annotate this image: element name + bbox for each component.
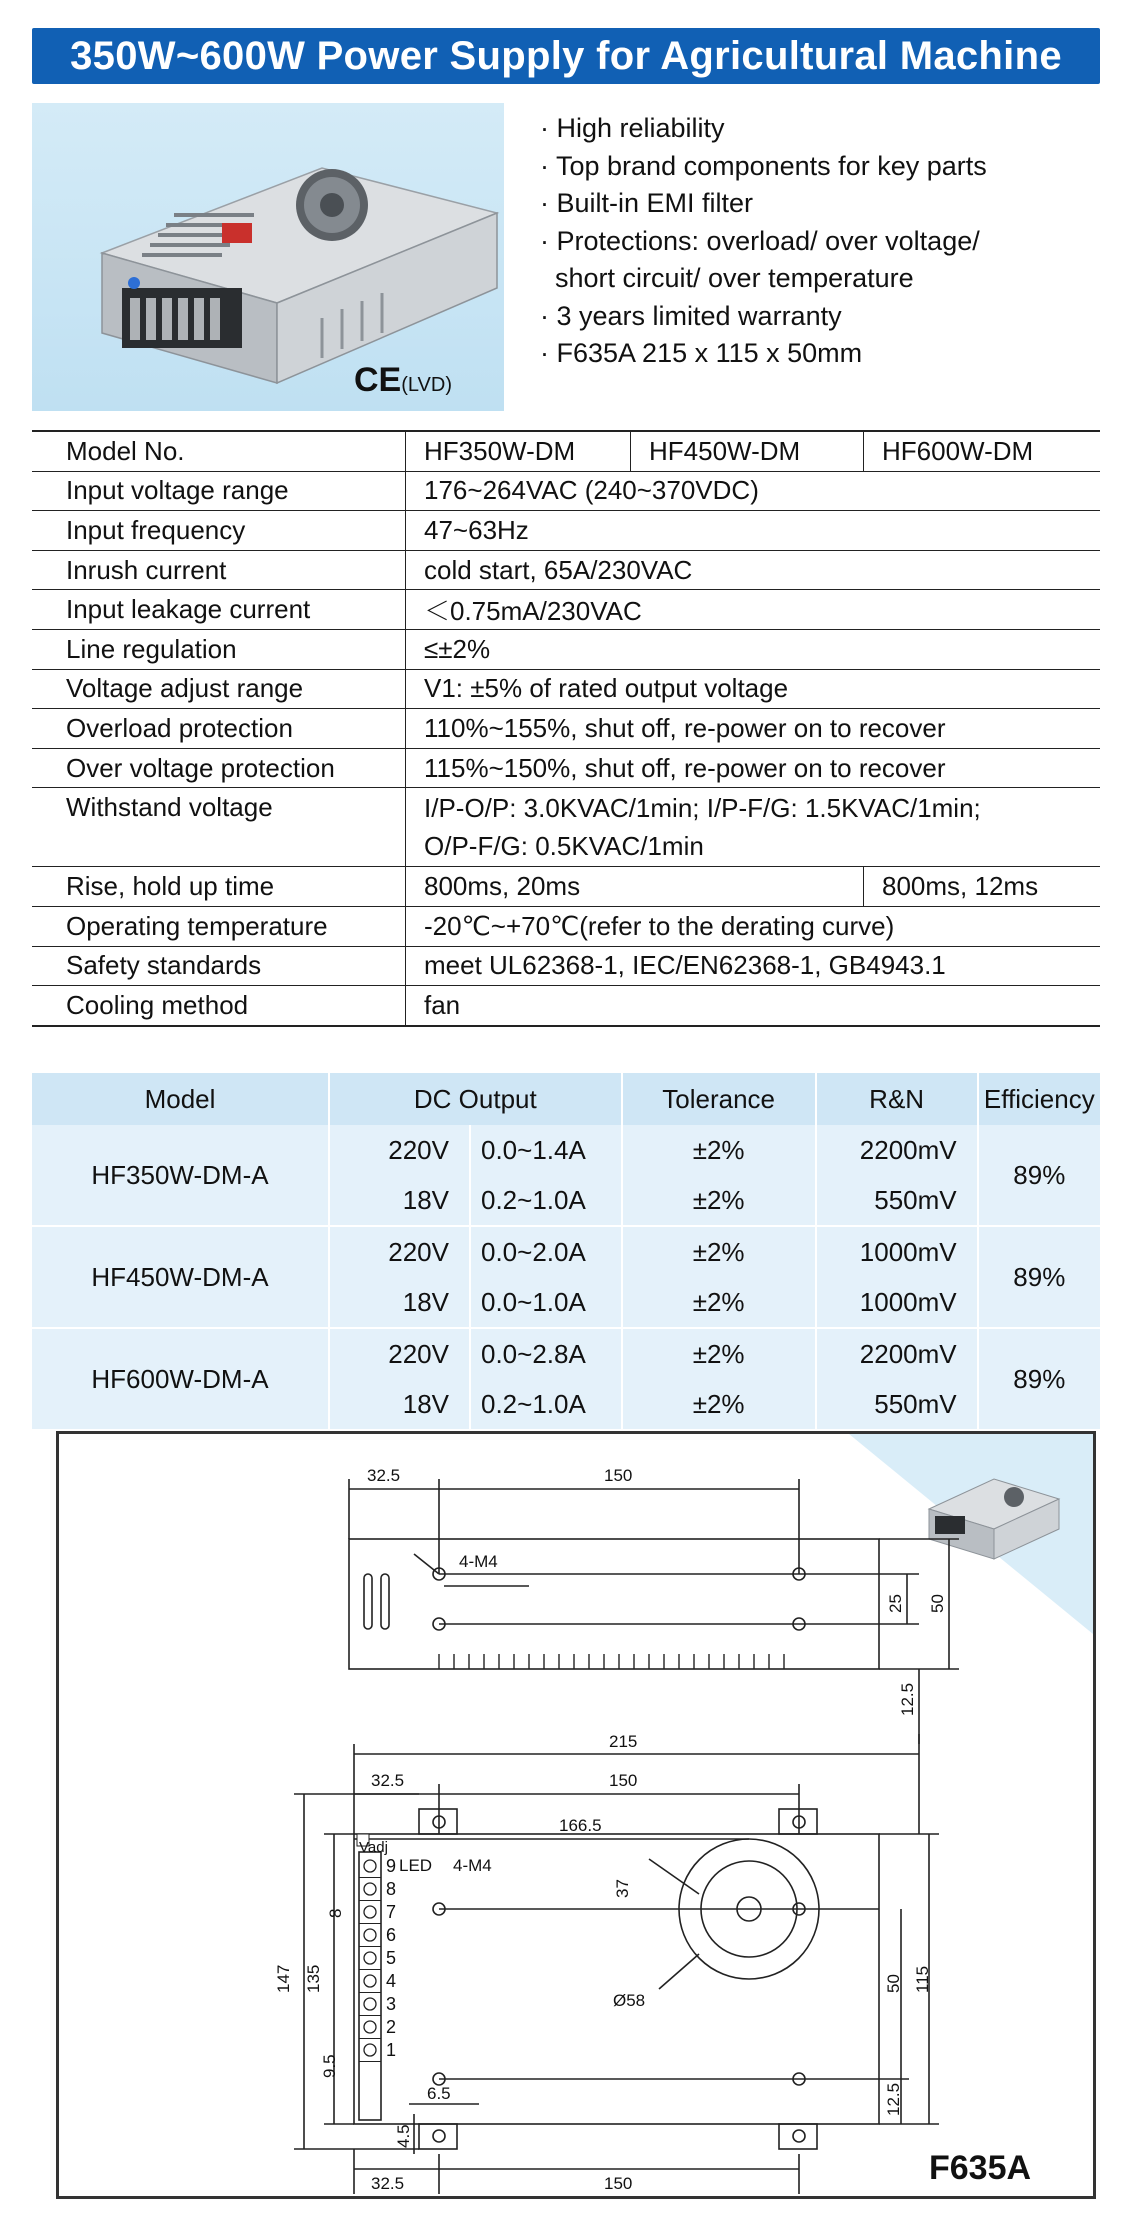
table-row xyxy=(32,1125,1100,1175)
dim-label: Ø58 xyxy=(613,1991,646,2010)
output-table xyxy=(32,1073,1100,1429)
column-header: R&N xyxy=(816,1073,978,1125)
voltage-cell: 18V xyxy=(329,1277,470,1328)
current-cell: 0.2~1.0A xyxy=(470,1175,622,1226)
spec-value: V1: ±5% of rated output voltage xyxy=(406,669,1101,709)
ce-mark: CE(LVD) xyxy=(354,361,452,399)
spec-value: 800ms, 20ms xyxy=(406,867,864,907)
table-row xyxy=(32,590,1100,630)
spec-label: Model No. xyxy=(32,431,406,471)
spec-value: meet UL62368-1, IEC/EN62368-1, GB4943.1 xyxy=(406,946,1101,986)
current-cell: 0.0~1.0A xyxy=(470,1277,622,1328)
dim-label: 32.5 xyxy=(371,2174,405,2193)
terminal-number: 7 xyxy=(386,1902,397,1922)
dim-label: 50 xyxy=(928,1594,947,1613)
terminal-screw xyxy=(364,1906,376,1918)
table-row xyxy=(32,867,1100,907)
tolerance-cell: ±2% xyxy=(622,1277,816,1328)
spec-value: ＜0.75mA/230VAC xyxy=(406,590,1101,630)
top-view-vents xyxy=(439,1654,784,1669)
terminal-number: 5 xyxy=(386,1948,397,1968)
spec-table xyxy=(32,430,1100,1027)
dim-label: 115 xyxy=(913,1965,932,1993)
model-name: HF450W-DM xyxy=(631,431,864,471)
dimension-drawing xyxy=(56,1431,1096,2199)
terminal-number: 4 xyxy=(386,1971,397,1991)
dim-label: 12.5 xyxy=(898,1682,917,1716)
led-label: LED xyxy=(399,1856,433,1875)
table-row xyxy=(32,471,1100,511)
vadj-label: Vadj xyxy=(359,1839,388,1856)
spec-label: Input frequency xyxy=(32,511,406,551)
table-row xyxy=(32,986,1100,1026)
table-row xyxy=(32,1226,1100,1277)
table-row xyxy=(32,669,1100,709)
tolerance-cell: ±2% xyxy=(622,1379,816,1429)
spec-label: Rise, hold up time xyxy=(32,867,406,907)
table-row xyxy=(32,511,1100,551)
ripple-cell: 550mV xyxy=(816,1175,978,1226)
spec-value: I/P-O/P: 3.0KVAC/1min; I/P-F/G: 1.5KVAC/1min; O/P-F/G: 0.5KVAC/1min xyxy=(406,788,1101,867)
ripple-cell: 550mV xyxy=(816,1379,978,1429)
table-row xyxy=(32,748,1100,788)
dim-label: 50 xyxy=(884,1974,903,1993)
efficiency-cell: 89% xyxy=(978,1125,1100,1226)
terminal-screw xyxy=(364,1883,376,1895)
terminal-number: 3 xyxy=(386,1994,397,2014)
tolerance-cell: ±2% xyxy=(622,1125,816,1175)
model-cell: HF350W-DM-A xyxy=(32,1125,329,1226)
dim-label: 37 xyxy=(613,1879,632,1898)
model-cell: HF450W-DM-A xyxy=(32,1226,329,1328)
dim-label: 32.5 xyxy=(371,1771,405,1790)
spec-label: Overload protection xyxy=(32,709,406,749)
spec-value: 47~63Hz xyxy=(406,511,1101,551)
current-cell: 0.0~1.4A xyxy=(470,1125,622,1175)
column-header: Model xyxy=(32,1073,329,1125)
dim-label: 150 xyxy=(609,1771,638,1790)
feature-item: · 3 years limited warranty xyxy=(540,300,842,331)
model-cell: HF600W-DM-A xyxy=(32,1328,329,1429)
model-name: HF600W-DM xyxy=(864,431,1101,471)
spec-label: Input voltage range xyxy=(32,471,406,511)
dim-label: 32.5 xyxy=(367,1466,401,1485)
current-cell: 0.0~2.8A xyxy=(470,1328,622,1379)
terminal-number: 1 xyxy=(386,2040,397,2060)
dim-label: 25 xyxy=(886,1594,905,1613)
feature-item: · F635A 215 x 115 x 50mm xyxy=(540,338,863,368)
dim-label: 8 xyxy=(326,1908,345,1918)
dim-label: 150 xyxy=(604,2174,633,2193)
spec-value: 115%~150%, shut off, re-power on to recover xyxy=(406,748,1101,788)
table-row xyxy=(32,906,1100,946)
dim-label: 4.5 xyxy=(394,2124,413,2148)
table-row xyxy=(32,431,1100,471)
case-label: F635A xyxy=(929,2149,1032,2187)
table-row xyxy=(32,1328,1100,1379)
tolerance-cell: ±2% xyxy=(622,1226,816,1277)
dim-label: 135 xyxy=(304,1964,323,1993)
dim-label: 4-M4 xyxy=(453,1856,492,1875)
column-header: Tolerance xyxy=(622,1073,816,1125)
tolerance-cell: ±2% xyxy=(622,1328,816,1379)
mechanical-drawing xyxy=(59,1434,1093,2196)
terminal-screw xyxy=(364,1998,376,2010)
spec-label: Safety standards xyxy=(32,946,406,986)
dim-label: 6.5 xyxy=(427,2084,451,2103)
spec-value: fan xyxy=(406,986,1101,1026)
table-header-row xyxy=(32,1073,1100,1125)
product-photo xyxy=(32,103,504,411)
table-row xyxy=(32,788,1100,867)
table-row xyxy=(32,550,1100,590)
feature-item: short circuit/ over temperature xyxy=(540,263,914,293)
terminal-screw xyxy=(364,1860,376,1872)
feature-item: · Built-in EMI filter xyxy=(540,188,754,218)
ripple-cell: 1000mV xyxy=(816,1226,978,1277)
voltage-cell: 18V xyxy=(329,1379,470,1429)
top-view xyxy=(349,1479,959,1744)
spec-label: Over voltage protection xyxy=(32,748,406,788)
spec-value: -20℃~+70℃(refer to the derating curve) xyxy=(406,906,1101,946)
column-header: DC Output xyxy=(329,1073,622,1125)
spec-label: Voltage adjust range xyxy=(32,669,406,709)
spec-label: Inrush current xyxy=(32,550,406,590)
voltage-cell: 18V xyxy=(329,1175,470,1226)
spec-label: Withstand voltage xyxy=(32,788,406,867)
spec-label: Input leakage current xyxy=(32,590,406,630)
table-row xyxy=(32,709,1100,749)
efficiency-cell: 89% xyxy=(978,1328,1100,1429)
terminal-screw xyxy=(364,2044,376,2056)
terminal-number: 9 xyxy=(386,1856,397,1876)
ce-note: (LVD) xyxy=(401,374,452,396)
page-title: 350W~600W Power Supply for Agricultural Machine xyxy=(70,33,1062,78)
spec-value: 110%~155%, shut off, re-power on to recover xyxy=(406,709,1101,749)
spec-label: Line regulation xyxy=(32,629,406,669)
current-cell: 0.2~1.0A xyxy=(470,1379,622,1429)
dim-label: 147 xyxy=(274,1964,293,1993)
dim-label: 166.5 xyxy=(559,1816,602,1835)
column-header: Efficiency xyxy=(978,1073,1100,1125)
dim-label: 215 xyxy=(609,1732,638,1751)
feature-list xyxy=(540,110,1100,373)
model-name: HF350W-DM xyxy=(406,431,631,471)
voltage-cell: 220V xyxy=(329,1226,470,1277)
terminal-number: 8 xyxy=(386,1879,397,1899)
dim-label: 12.5 xyxy=(884,2082,903,2116)
terminal-screw xyxy=(364,2021,376,2033)
spec-label: Cooling method xyxy=(32,986,406,1026)
current-cell: 0.0~2.0A xyxy=(470,1226,622,1277)
efficiency-cell: 89% xyxy=(978,1226,1100,1328)
spec-value: 800ms, 12ms xyxy=(864,867,1101,907)
terminal-screw xyxy=(364,1952,376,1964)
ripple-cell: 2200mV xyxy=(816,1125,978,1175)
ripple-cell: 2200mV xyxy=(816,1328,978,1379)
feature-item: · Protections: overload/ over voltage/ xyxy=(540,225,980,256)
dim-label: 4-M4 xyxy=(459,1552,498,1571)
feature-item: · High reliability xyxy=(540,113,725,143)
voltage-cell: 220V xyxy=(329,1125,470,1175)
tolerance-cell: ±2% xyxy=(622,1175,816,1226)
dim-label: 150 xyxy=(604,1466,633,1485)
spec-value: cold start, 65A/230VAC xyxy=(406,550,1101,590)
dim-label: 9.5 xyxy=(320,2054,339,2078)
table-row xyxy=(32,629,1100,669)
feature-item: · Top brand components for key parts xyxy=(540,150,987,181)
title-banner xyxy=(32,28,1100,84)
voltage-cell: 220V xyxy=(329,1328,470,1379)
terminal-screw xyxy=(364,1975,376,1987)
terminal-number: 2 xyxy=(386,2017,397,2037)
spec-label: Operating temperature xyxy=(32,906,406,946)
terminal-screw xyxy=(364,1929,376,1941)
ripple-cell: 1000mV xyxy=(816,1277,978,1328)
spec-value: ≤±2% xyxy=(406,629,1101,669)
table-row xyxy=(32,946,1100,986)
spec-value: 176~264VAC (240~370VDC) xyxy=(406,471,1101,511)
terminal-number: 6 xyxy=(386,1925,397,1945)
terminal-numbers xyxy=(386,1856,396,2060)
